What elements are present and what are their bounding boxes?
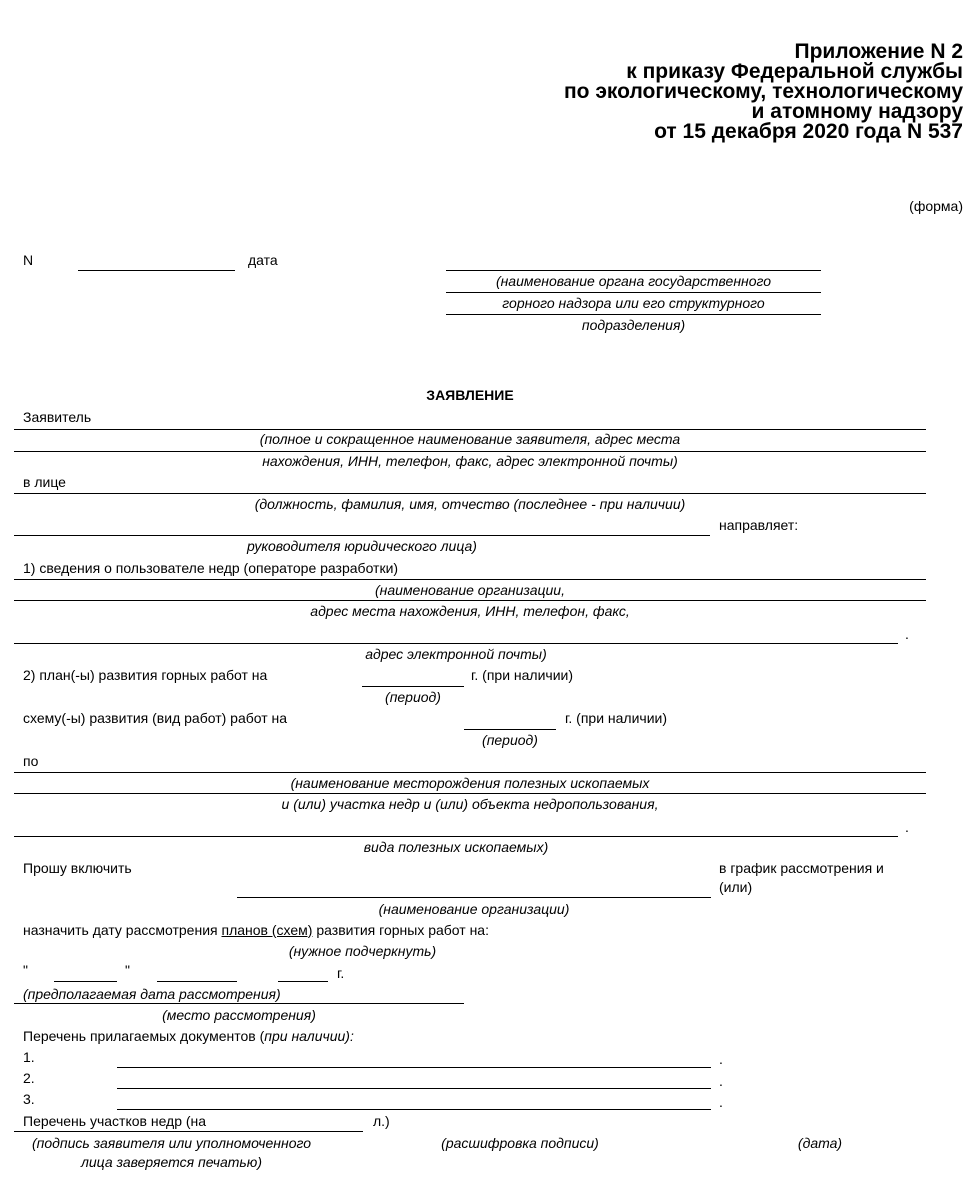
signature-field[interactable] — [14, 1131, 212, 1132]
signature-decode-hint: (расшифровка подписи) — [441, 1135, 599, 1151]
representative-hint-1: (должность, фамилия, имя, отчество (последнее - при наличии) — [254, 496, 686, 512]
authority-hint-1: (наименование органа государственного — [495, 273, 772, 289]
place-hint: (место рассмотрения) — [162, 1007, 316, 1023]
number-field[interactable] — [78, 270, 235, 271]
scheme-suffix: г. (при наличии) — [565, 710, 668, 726]
plan-suffix: г. (при наличии) — [471, 667, 574, 683]
deposit-hint-2: и (или) участка недр и (или) объекта недропользования, — [281, 796, 659, 812]
header-line-2: к приказу Федеральной службы — [626, 60, 963, 83]
request-right-2: (или) — [719, 879, 753, 895]
assign-plans: планов (схем) — [221, 922, 313, 938]
header-line-1: Приложение N 2 — [794, 40, 963, 63]
scheme-period-field[interactable] — [464, 729, 556, 730]
representative-hint-2: руководителя юридического лица) — [247, 538, 477, 554]
document-field-2[interactable] — [117, 1088, 711, 1089]
item1-hint-1: (наименование организации, — [375, 582, 565, 598]
number-label: N — [23, 252, 34, 268]
signature-hint-2: лица заверяется печатью) — [80, 1154, 262, 1170]
deposit-label: по — [23, 753, 39, 769]
item1-field-2[interactable] — [14, 600, 926, 601]
underline-hint: (нужное подчеркнуть) — [288, 943, 437, 959]
applicant-hint-1: (полное и сокращенное наименование заявителя, адрес места — [259, 431, 681, 447]
item1-label: 1) сведения о пользователе недр (операторе разработки) — [23, 560, 399, 576]
applicant-field-2[interactable] — [14, 451, 926, 452]
applicant-field-1[interactable] — [14, 429, 926, 430]
place-field[interactable] — [14, 1003, 464, 1004]
document-item-2: 2. — [23, 1070, 35, 1086]
applicant-hint-2: нахождения, ИНН, телефон, факс, адрес электронной почты) — [262, 453, 678, 469]
quote-open: " — [23, 962, 28, 978]
deposit-field-1[interactable] — [14, 772, 926, 773]
applicant-label: Заявитель — [23, 409, 92, 425]
representative-field-1[interactable] — [14, 493, 926, 494]
day-field[interactable] — [54, 981, 117, 982]
document-dot-2: . — [719, 1073, 723, 1089]
deposit-dot: . — [905, 819, 909, 835]
document-field-1[interactable] — [117, 1067, 711, 1068]
plots-label: Перечень участков недр (на — [23, 1113, 207, 1129]
documents-label — [23, 1028, 354, 1045]
assign-label — [23, 922, 489, 939]
item1-hint-2: адрес места нахождения, ИНН, телефон, факс, — [310, 603, 630, 619]
item1-dot: . — [905, 626, 909, 642]
signature-hint-1: (подпись заявителя или уполномоченного — [31, 1135, 312, 1151]
authority-hint-3: подразделения) — [581, 317, 686, 333]
deposit-hint-3: вида полезных ископаемых) — [363, 839, 549, 855]
date-label: дата — [248, 252, 278, 268]
authority-field-2[interactable] — [446, 292, 821, 293]
document-item-3: 3. — [23, 1091, 35, 1107]
quote-close: " — [125, 962, 130, 978]
year-field[interactable] — [278, 981, 328, 982]
authority-field-3[interactable] — [446, 314, 821, 315]
year-suffix: г. — [337, 965, 345, 981]
form-label: (форма) — [909, 198, 963, 214]
header-line-5: от 15 декабря 2020 года N 537 — [654, 120, 963, 143]
deposit-field-2[interactable] — [14, 793, 926, 794]
request-org-field[interactable] — [237, 897, 711, 898]
scheme-label: схему(-ы) развития (вид работ) работ на — [23, 710, 288, 726]
request-label: Прошу включить — [23, 860, 132, 876]
authority-hint-2: горного надзора или его структурного — [502, 295, 765, 311]
plots-count-field[interactable] — [212, 1131, 363, 1132]
documents-label-pre: Перечень прилагаемых документов ( — [23, 1028, 265, 1044]
plots-suffix: л.) — [373, 1113, 390, 1129]
plan-period-field[interactable] — [362, 686, 464, 687]
document-dot-1: . — [719, 1051, 723, 1067]
appendix-header — [443, 42, 963, 142]
assign-pre: назначить дату рассмотрения — [23, 922, 222, 938]
scheme-period-hint: (период) — [482, 732, 538, 748]
request-org-hint: (наименование организации) — [378, 901, 570, 917]
header-line-4: и атомному надзору — [751, 100, 963, 123]
documents-label-italic: при наличии) — [264, 1028, 350, 1044]
header-line-3: по экологическому, технологическому — [563, 80, 963, 103]
date-hint: (предполагаемая дата рассмотрения) — [23, 986, 281, 1002]
plan-label: 2) план(-ы) развития горных работ на — [23, 667, 268, 683]
assign-post: развития горных работ на: — [312, 922, 489, 938]
month-field[interactable] — [157, 981, 237, 982]
representative-field-2[interactable] — [14, 535, 710, 536]
plan-period-hint: (период) — [385, 689, 441, 705]
request-right-1: в график рассмотрения и — [719, 860, 884, 876]
documents-label-post: : — [349, 1028, 354, 1044]
authority-field-1[interactable] — [446, 270, 821, 271]
item1-field-3[interactable] — [14, 643, 898, 644]
document-title: ЗАЯВЛЕНИЕ — [426, 387, 514, 403]
sends-label: направляет: — [719, 517, 799, 533]
deposit-hint-1: (наименование месторождения полезных ископаемых — [290, 775, 650, 791]
document-dot-3: . — [719, 1094, 723, 1110]
representative-label: в лице — [23, 474, 66, 490]
item1-hint-3: адрес электронной почты) — [365, 646, 547, 662]
deposit-field-3[interactable] — [14, 836, 898, 837]
document-field-3[interactable] — [117, 1109, 711, 1110]
signature-date-hint: (дата) — [797, 1135, 843, 1151]
document-item-1: 1. — [23, 1049, 35, 1065]
item1-field-1[interactable] — [14, 579, 926, 580]
